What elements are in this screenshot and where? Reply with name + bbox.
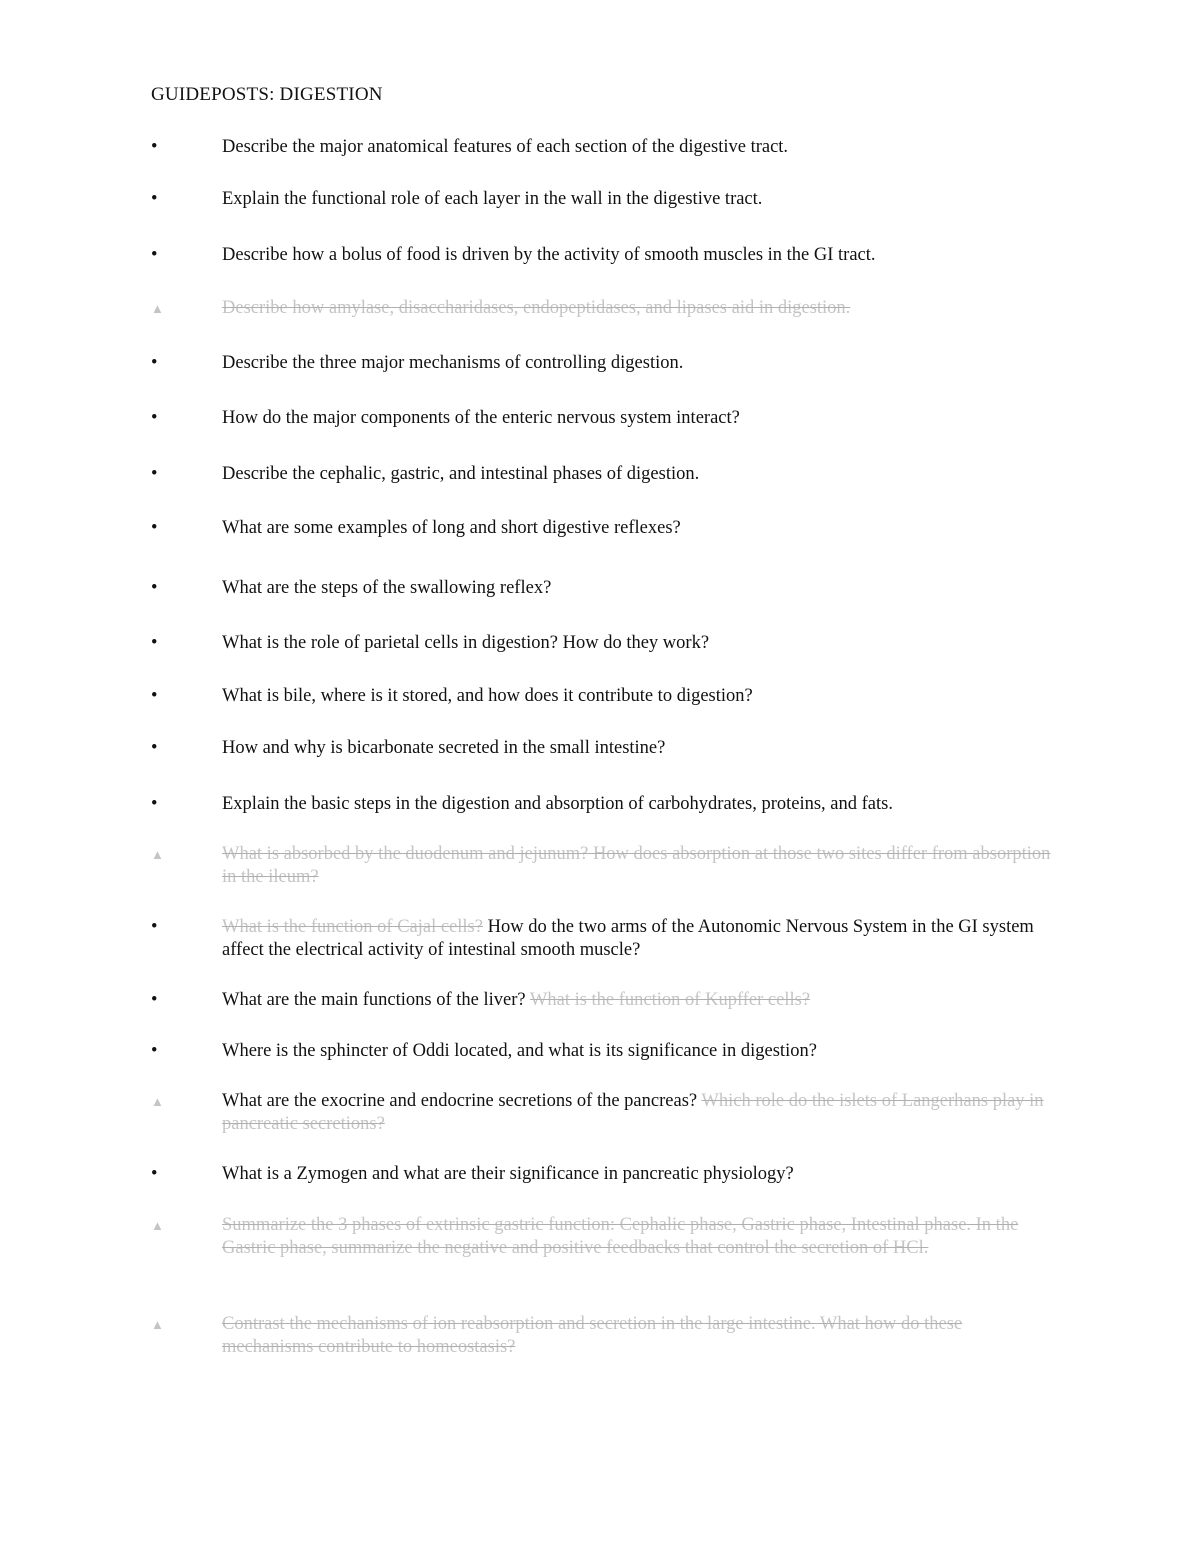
item-struck-text: Contrast the mechanisms of ion reabsorption and secretion in the large intestine. What how do these mechanisms contribute to homeostasis? (222, 1314, 963, 1357)
item-main-text: What are the main functions of the liver? (222, 990, 526, 1010)
item-struck-text: Describe how amylase, disaccharidases, endopeptidases, and lipases aid in digestion. (222, 298, 851, 318)
item-main-text: How do the major components of the enteric nervous system interact? (222, 408, 740, 428)
item-text (222, 1163, 1052, 1186)
bullet: • (151, 353, 158, 373)
bullet: • (151, 189, 158, 209)
item-text (222, 136, 1052, 159)
item-text (222, 463, 1052, 486)
item-text (222, 685, 1052, 708)
item-text (222, 297, 1052, 320)
bullet: • (151, 633, 158, 653)
bullet: • (151, 686, 158, 706)
item-text (222, 188, 1052, 211)
item-main-text: Explain the functional role of each layer in the wall in the digestive tract. (222, 189, 763, 209)
item-text (222, 632, 1052, 655)
bullet: • (151, 245, 158, 265)
item-main-text: Explain the basic steps in the digestion and absorption of carbohydrates, proteins, and fats. (222, 794, 893, 814)
item-text (222, 352, 1052, 375)
item-text (222, 737, 1052, 760)
item-main-text: How do the two arms of the Autonomic Nervous System in the GI system affect the electrical activity of intestinal smooth muscle? (222, 917, 1034, 960)
item-text (222, 843, 1052, 889)
item-text (222, 244, 1052, 267)
bullet: • (151, 464, 158, 484)
item-main-text: What are the exocrine and endocrine secretions of the pancreas? (222, 1091, 698, 1111)
item-text (222, 577, 1052, 600)
item-text (222, 1214, 1052, 1260)
item-text (222, 1090, 1052, 1136)
item-main-text: What is the role of parietal cells in digestion? How do they work? (222, 633, 710, 653)
bullet: • (151, 1041, 158, 1061)
bullet: • (151, 1164, 158, 1184)
item-main-text: What is a Zymogen and what are their significance in pancreatic physiology? (222, 1164, 794, 1184)
item-text (222, 517, 1052, 540)
bullet: • (151, 408, 158, 428)
item-main-text: Describe the major anatomical features of each section of the digestive tract. (222, 137, 789, 157)
item-text (222, 793, 1052, 816)
item-main-text: What are some examples of long and short digestive reflexes? (222, 518, 681, 538)
item-struck-text: What is the function of Cajal cells? (222, 917, 483, 937)
bullet: • (151, 738, 158, 758)
item-main-text: What are the steps of the swallowing reflex? (222, 578, 552, 598)
struck-bullet: ▲ (151, 847, 164, 862)
item-main-text: What is bile, where is it stored, and how does it contribute to digestion? (222, 686, 753, 706)
struck-bullet: ▲ (151, 1218, 164, 1233)
bullet: • (151, 917, 158, 937)
item-text (222, 989, 1052, 1012)
item-text (222, 916, 1052, 962)
item-text (222, 1313, 1052, 1359)
item-main-text: Describe the three major mechanisms of controlling digestion. (222, 353, 684, 373)
item-struck-text: Which role do the islets of Langerhans play in pancreatic secretions? (222, 1091, 1044, 1134)
item-struck-text: What is the function of Kupffer cells? (529, 990, 811, 1010)
bullet: • (151, 518, 158, 538)
item-main-text: Where is the sphincter of Oddi located, and what is its significance in digestion? (222, 1041, 817, 1061)
item-struck-text: What is absorbed by the duodenum and jejunum? How does absorption at those two sites differ from absorption in the ileum? (222, 844, 1051, 887)
bullet: • (151, 794, 158, 814)
item-text (222, 1040, 1052, 1063)
bullet: • (151, 990, 158, 1010)
page-title: GUIDEPOSTS: DIGESTION (151, 84, 383, 105)
bullet: • (151, 578, 158, 598)
bullet: • (151, 137, 158, 157)
struck-bullet: ▲ (151, 301, 164, 316)
struck-bullet: ▲ (151, 1094, 164, 1109)
item-struck-text: Summarize the 3 phases of extrinsic gastric function: Cephalic phase, Gastric phase, Intestinal phase. In the Gastric phase, summarize the negative and positive feedbacks that control the secretion of HCl. (222, 1215, 1019, 1258)
item-text (222, 407, 1052, 430)
struck-bullet: ▲ (151, 1317, 164, 1332)
item-main-text: Describe the cephalic, gastric, and intestinal phases of digestion. (222, 464, 700, 484)
item-main-text: How and why is bicarbonate secreted in the small intestine? (222, 738, 666, 758)
item-main-text: Describe how a bolus of food is driven by the activity of smooth muscles in the GI tract. (222, 245, 876, 265)
